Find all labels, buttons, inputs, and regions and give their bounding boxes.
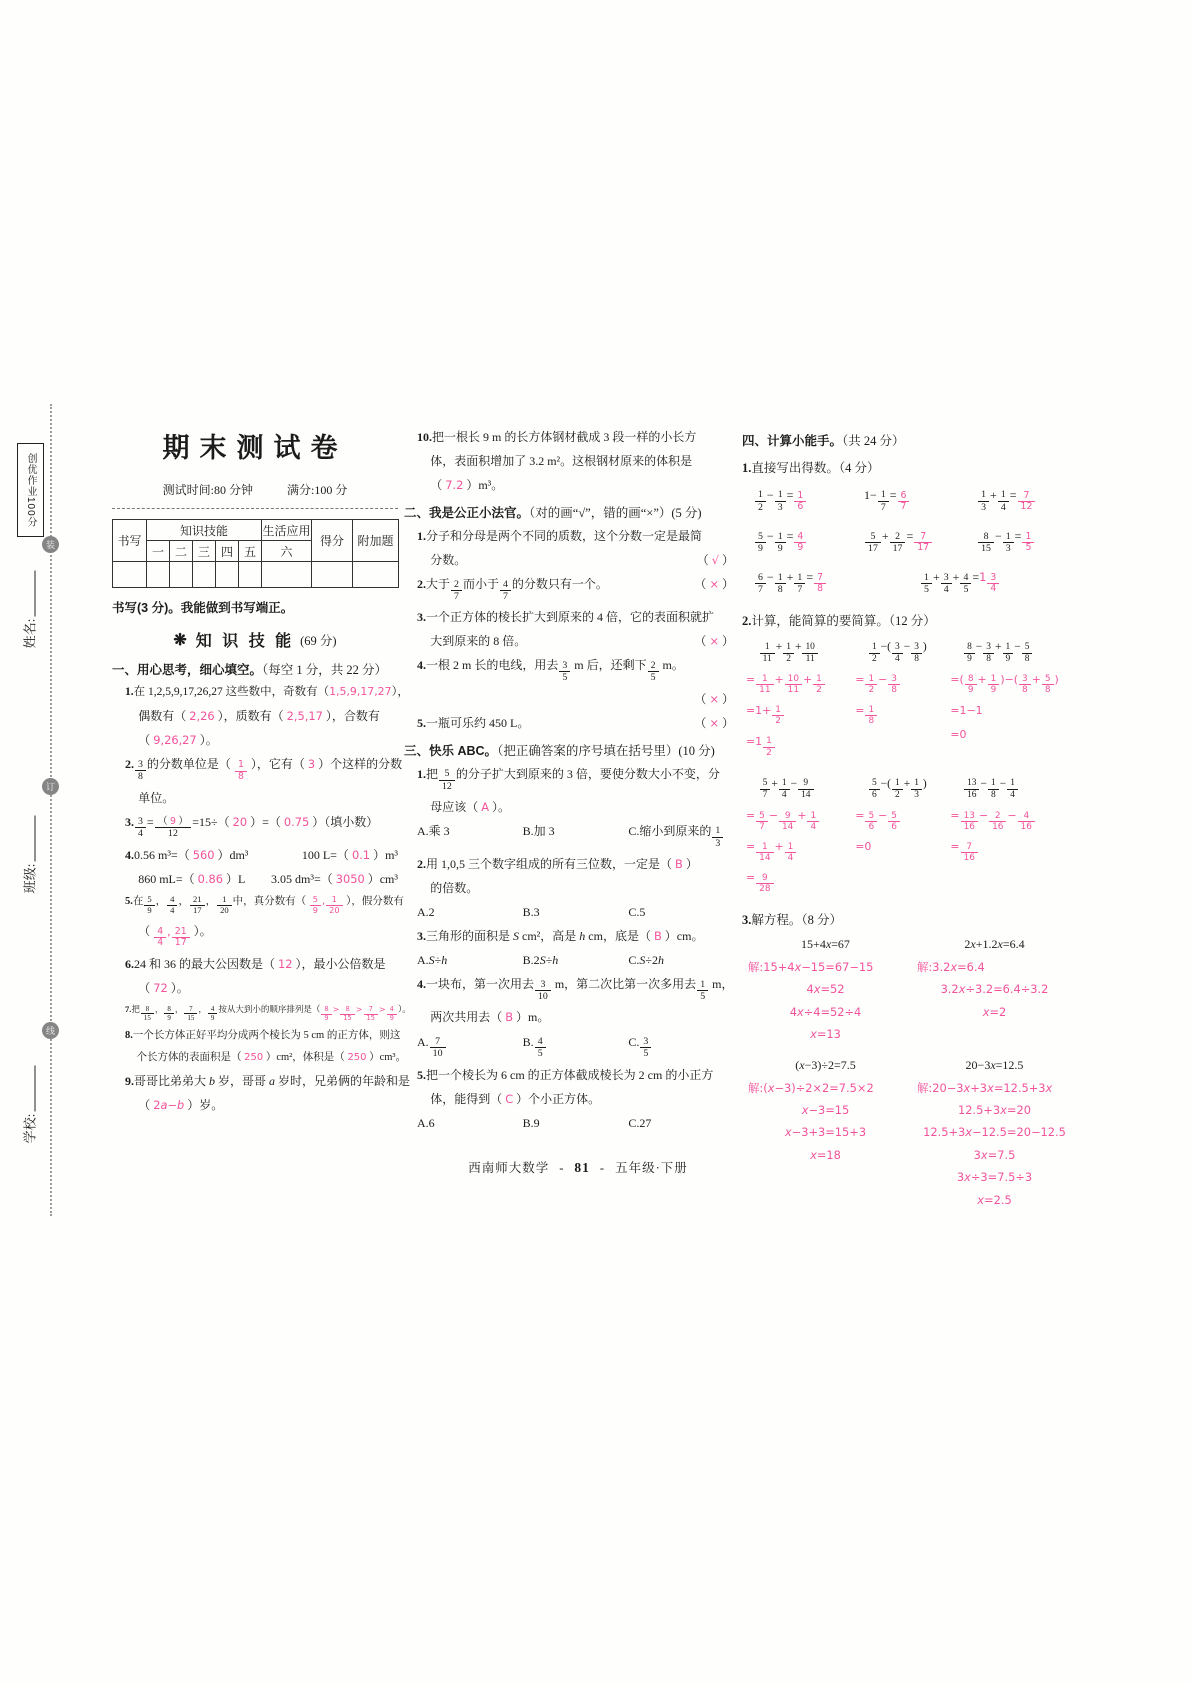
text-line: （ × ） xyxy=(694,691,734,706)
page-number: 81 xyxy=(574,1160,590,1175)
brand-stamp: 创优作业100分 xyxy=(17,443,44,537)
text-line: $\frac{1}{2}$ − $\frac{1}{3}$ = $\frac{1}{6}$ xyxy=(754,486,858,513)
text-line: 的倍数。 xyxy=(430,881,479,896)
school-label: 学校: xyxy=(22,1113,38,1144)
question-7 xyxy=(112,1003,411,1023)
score-col-6: 六 xyxy=(262,541,312,562)
text-line: $\frac{6}{7}$ − $\frac{1}{8}$ + $\frac{1}{7}$ = $\frac{7}{8}$ xyxy=(754,568,858,595)
text-line: = $\frac{9}{28}$ xyxy=(746,870,847,894)
text-line: 12.5+3x−12.5=20−12.5 xyxy=(923,1125,1066,1140)
score-col-2: 二 xyxy=(170,541,193,562)
text-line: 解:(x−3)÷2×2=7.5×2 xyxy=(748,1080,874,1095)
text-line: （ 2a−b ）岁。 xyxy=(138,1098,224,1113)
section-2-heading: 二、我是公正小法官。（对的画“√”，错的画“×”）(5 分) xyxy=(404,506,702,521)
text-line: 7.把 $\frac{8}{15}$ ， $\frac{8}{9}$ ， $\frac{7}{15}$ ， $\frac{4}{9}$ 按从大到小的顺序排列是（ $\frac{8}{9}$ > $\frac{8}{15}$ > $\frac{7}{15}$ > $\frac{4}{9}$ ）。 xyxy=(125,1004,411,1023)
flower-icon: ❋ xyxy=(173,631,190,649)
text-line: 5.在 $\frac{5}{9}$ ， $\frac{4}{4}$ ， $\frac{21}{17}$ ， $\frac{1}{20}$ 中，真分数有（ $\frac{5}{9}$ , $\frac{1}{20}$ ），假分数有 xyxy=(125,894,404,916)
section-4-heading: 四、计算小能手。（共 24 分） xyxy=(742,434,905,448)
text-line: A.乘 3 B.加 3 C.缩小到原来的 $\frac{1}{3}$ xyxy=(417,822,734,849)
question-2 xyxy=(112,755,403,806)
text-line: 体，能得到（ C ）个小正方体。 xyxy=(430,1091,601,1106)
text-line: = $\frac{5}{7}$ − $\frac{9}{14}$ + $\frac{1}{4}$ xyxy=(746,808,847,832)
text-line: 解:3.2x=6.4 xyxy=(917,959,985,974)
text-line: 分数。 （ √ ） xyxy=(430,553,734,568)
text-line: 15+4x=67 xyxy=(801,937,850,952)
text-line: 4x÷4=52÷4 xyxy=(789,1004,862,1019)
page-footer xyxy=(114,1158,1042,1176)
text-line: =1−1 xyxy=(950,703,983,717)
text-line: 4.一根 2 m 长的电线，用去 $\frac{3}{5}$ m 后，还剩下 $\frac{2}{5}$ m。 xyxy=(417,658,684,684)
column-middle xyxy=(404,422,734,1138)
page-title: 期末测试卷 xyxy=(162,433,348,463)
choice-item-1 xyxy=(404,765,734,849)
equation-2 xyxy=(917,931,1072,1048)
text-line: x=13 xyxy=(810,1026,841,1041)
text-line: 2.大于 $\frac{2}{7}$ 而小于 $\frac{4}{7}$ 的分数只有一个。 （ × ） xyxy=(417,577,734,603)
text-line: =1+ $\frac{1}{2}$ xyxy=(746,703,847,727)
text-line: = $\frac{1}{8}$ xyxy=(855,703,942,727)
text-line: =0 xyxy=(950,727,967,741)
text-line: $\frac{5}{6}$ −( $\frac{1}{2}$ + $\frac{1}{3}$ ) xyxy=(855,776,942,801)
judge-item-2 xyxy=(404,575,734,602)
direct-problem-4 xyxy=(754,520,858,561)
binding-mark-zhuang: 装 xyxy=(42,536,59,553)
direct-problem-5 xyxy=(864,520,971,561)
text-line: x−3=15 xyxy=(801,1103,850,1118)
text-line: A. $\frac{7}{10}$ B. $\frac{4}{5}$ C. $\frac{3}{5}$ xyxy=(417,1033,734,1060)
column-right xyxy=(742,422,1072,1214)
judge-item-1 xyxy=(404,527,734,569)
score-col-1: 一 xyxy=(147,541,170,562)
text-line: =0 xyxy=(855,840,872,854)
binding-mark-xian: 线 xyxy=(42,1022,59,1039)
score-table-writing: 书写 xyxy=(113,520,147,562)
text-line: 1.分子和分母是两个不同的质数，这个分数一定是最简 xyxy=(417,529,703,544)
text-line: = $\frac{1}{11}$ + $\frac{10}{11}$ + $\frac{1}{2}$ xyxy=(746,672,847,696)
section-3-heading: 三、快乐 ABC。（把正确答案的序号填在括号里）(10 分) xyxy=(404,743,715,758)
question-8 xyxy=(112,1028,407,1066)
text-line: 两次共用去（ B ）m。 xyxy=(430,1010,550,1025)
score-col-5: 五 xyxy=(239,541,262,562)
text-line: 大到原来的 8 倍。 （ × ） xyxy=(430,634,734,649)
binding-mark-ding: 订 xyxy=(42,778,59,795)
name-label: 姓名: xyxy=(22,618,38,649)
text-line: 体，表面积增加了 3.2 m²。这根钢材原来的体积是 xyxy=(430,454,693,468)
equation-4 xyxy=(917,1052,1072,1214)
text-line: 860 mL=（ 0.86 ）L 3.05 dm³=（ 3050 ）cm³ xyxy=(138,871,398,886)
knowledge-skill-heading xyxy=(112,628,398,651)
text-line: 3x÷3=7.5÷3 xyxy=(956,1170,1033,1185)
simplify-calc-grid xyxy=(742,632,1072,901)
text-line: 9.哥哥比弟弟大 b 岁，哥哥 a 岁时，兄弟俩的年龄和是 xyxy=(125,1074,411,1089)
text-line: （ 72 ）。 xyxy=(138,981,189,996)
question-6 xyxy=(112,955,398,997)
text-line: =( $\frac{8}{9}$ + $\frac{1}{9}$ )−( $\frac{3}{8}$ + $\frac{5}{8}$ ) xyxy=(950,672,1059,696)
equation-1 xyxy=(748,931,903,1048)
text-line: A.S÷h B.2S÷h C.S÷2h xyxy=(417,953,664,968)
text-line: （ $\frac{4}{4}$ , $\frac{21}{17}$ ）。 xyxy=(138,924,212,949)
dashed-divider xyxy=(112,508,398,509)
score-table xyxy=(112,519,399,588)
text-line: 解:15+4x−15=67−15 xyxy=(748,959,874,974)
text-line: 解:20−3x+3x=12.5+3x xyxy=(917,1080,1053,1095)
text-line: 单位。 xyxy=(138,790,175,805)
score-table-application: 生活应用 xyxy=(262,520,312,541)
text-line: x=18 xyxy=(810,1147,841,1162)
score-table-score: 得分 xyxy=(312,520,353,562)
binding-dotted-line xyxy=(50,404,52,1216)
text-line: 2.用 1,0,5 三个数字组成的所有三位数，一定是（ B ） xyxy=(417,857,698,872)
direct-calc-heading: 1.直接写出得数。（4 分） xyxy=(742,461,880,475)
text-line: $\frac{1}{11}$ + $\frac{1}{2}$ + $\frac{10}{11}$ xyxy=(746,639,847,664)
text-line: （ 9,26,27 ）。 xyxy=(138,733,218,748)
score-entry-row xyxy=(113,562,399,588)
direct-problem-1 xyxy=(754,479,858,520)
question-5 xyxy=(112,894,404,949)
text-line: 个长方体的表面积是（ 250 ）cm²，体积是（ 250 ）cm³。 xyxy=(136,1052,407,1064)
question-1 xyxy=(112,684,409,749)
text-line: 4.一块布，第一次用去 $\frac{3}{10}$ m，第二次比第一次多用去 $\frac{1}{5}$ m， xyxy=(417,977,734,1003)
direct-problem-2 xyxy=(864,479,971,520)
column-left xyxy=(112,422,411,1120)
text-line: $\frac{1}{5}$ + $\frac{3}{4}$ + $\frac{4}{5}$ =1 $\frac{3}{4}$ xyxy=(920,568,1072,595)
publisher: 西南师大数学 xyxy=(468,1161,550,1175)
name-write-line xyxy=(23,571,36,617)
text-line: 4x=52 xyxy=(806,982,845,997)
judge-item-5 xyxy=(404,714,734,732)
text-line: 偶数有（ 2,26 ），质数有（ 2,5,17 ），合数有 xyxy=(138,709,380,724)
score-col-4: 四 xyxy=(216,541,239,562)
choice-item-4 xyxy=(404,975,734,1059)
question-4 xyxy=(112,846,398,888)
exam-meta xyxy=(112,481,398,498)
text-line: $\frac{8}{15}$ − $\frac{1}{3}$ = $\frac{1}{5}$ xyxy=(977,527,1072,554)
calc-problem-5 xyxy=(855,769,942,902)
knowledge-skill-title: 知 识 技 能 xyxy=(195,633,295,650)
school-blank xyxy=(20,1045,39,1165)
text-line: 12.5+3x=20 xyxy=(958,1103,1031,1118)
knowledge-skill-score: (69 分) xyxy=(300,633,337,648)
class-write-line xyxy=(23,816,36,862)
score-table-knowledge: 知识技能 xyxy=(147,520,262,541)
text-line: $\frac{5}{7}$ + $\frac{1}{4}$ − $\frac{9}{14}$ xyxy=(746,776,847,801)
text-line: $\frac{1}{2}$ −( $\frac{3}{4}$ − $\frac{3}{8}$ ) xyxy=(855,639,942,664)
text-line: （ 7.2 ）m³。 xyxy=(430,478,504,492)
choice-item-2 xyxy=(404,855,734,921)
text-line: 3.三角形的面积是 S cm²，高是 h cm，底是（ B ）cm。 xyxy=(417,929,704,944)
text-line: x−3+3=15+3 xyxy=(784,1125,867,1140)
text-line: 4.0.56 m³=（ 560 ）dm³ 100 L=（ 0.1 ）m³ xyxy=(125,847,398,862)
footer-dash-right: - xyxy=(599,1161,606,1175)
test-time: 测试时间:80 分钟 xyxy=(162,483,253,497)
choice-item-3 xyxy=(404,927,734,969)
text-line: 5.一瓶可乐约 450 L。 （ × ） xyxy=(417,715,734,730)
text-line: 2. $\frac{3}{8}$ 的分数单位是（ $\frac{1}{8}$ ），它有（ 3 ）个这样的分数 xyxy=(125,757,403,783)
score-table-bonus: 附加题 xyxy=(353,520,399,562)
text-line: x=2.5 xyxy=(977,1192,1012,1207)
text-line: 3. $\frac{3}{4}$ = $\frac{( 9 )}{12}$ =15÷（ 20 ）=（ 0.75 ）（填小数） xyxy=(125,814,379,840)
calc-problem-4 xyxy=(746,769,847,902)
text-line: =1 $\frac{1}{2}$ xyxy=(746,734,847,758)
name-blank xyxy=(20,550,39,670)
edition: 五年级·下册 xyxy=(615,1161,688,1175)
text-line: 3x=7.5 xyxy=(973,1147,1016,1162)
handwriting-note: 书写(3 分)。我能做到书写端正。 xyxy=(112,601,294,615)
question-9 xyxy=(112,1072,411,1114)
text-line: 8.一个长方体正好平均分成两个棱长为 5 cm 的正方体，则这 xyxy=(125,1030,401,1042)
direct-problem-6 xyxy=(977,520,1072,561)
simplify-calc-heading: 2.计算，能简算的要简算。（12 分） xyxy=(742,614,936,629)
direct-problem-7 xyxy=(754,561,858,602)
text-line: $\frac{5}{17}$ + $\frac{2}{17}$ = $\frac{7}{17}$ xyxy=(864,527,971,554)
class-label: 班级: xyxy=(22,863,38,894)
text-line: 3.2x÷3.2=6.4÷3.2 xyxy=(940,982,1049,997)
text-line: A.2 B.3 C.5 xyxy=(417,905,646,920)
footer-dash-left: - xyxy=(559,1161,565,1175)
text-line: = $\frac{1}{2}$ − $\frac{3}{8}$ xyxy=(855,672,942,696)
text-line: 1.把 $\frac{5}{12}$ 的分子扩大到原来的 3 倍，要使分数大小不变，分 xyxy=(417,766,720,792)
school-write-line xyxy=(23,1066,36,1112)
text-line: 3.一个正方体的棱长扩大到原来的 4 倍，它的表面积就扩 xyxy=(417,610,715,625)
text-line: 母应该（ A ）。 xyxy=(430,799,511,814)
text-line: (x−3)÷2=7.5 xyxy=(795,1058,856,1073)
text-line: x=2 xyxy=(982,1004,1007,1019)
text-line: $\frac{1}{3}$ + $\frac{1}{4}$ = $\frac{7}{12}$ xyxy=(977,486,1072,513)
score-col-3: 三 xyxy=(193,541,216,562)
text-line: 20−3x=12.5 xyxy=(965,1058,1024,1073)
judge-item-3 xyxy=(404,608,734,650)
question-10 xyxy=(404,428,734,494)
equation-3 xyxy=(748,1052,903,1214)
direct-answers-grid xyxy=(742,479,1072,602)
text-line: $\frac{5}{9}$ − $\frac{1}{9}$ = $\frac{4}{9}$ xyxy=(754,527,858,554)
text-line: 1.在 1,2,5,9,17,26,27 这些数中，奇数有（1,5,9,17,27）， xyxy=(125,685,409,698)
choice-item-5 xyxy=(404,1066,734,1132)
direct-problem-8 xyxy=(864,561,1072,602)
text-line: = $\frac{1}{14}$ + $\frac{1}{4}$ xyxy=(746,839,847,863)
text-line: $\frac{8}{9}$ − $\frac{3}{8}$ + $\frac{1}{9}$ − $\frac{5}{8}$ xyxy=(950,639,1072,664)
calc-problem-3 xyxy=(950,632,1072,765)
text-line: 1− $\frac{1}{7}$ = $\frac{6}{7}$ xyxy=(864,486,971,513)
class-blank xyxy=(20,795,39,915)
full-score: 满分:100 分 xyxy=(287,483,348,497)
text-line: A.6 B.9 C.27 xyxy=(417,1115,652,1130)
text-line: = $\frac{13}{16}$ − $\frac{2}{16}$ − $\frac{4}{16}$ xyxy=(950,808,1072,832)
text-line: 2x+1.2x=6.4 xyxy=(964,937,1025,952)
judge-item-4 xyxy=(404,656,734,707)
calc-problem-6 xyxy=(950,769,1072,902)
text-line: = $\frac{7}{16}$ xyxy=(950,839,1072,863)
section-1-heading: 一、用心思考，细心填空。（每空 1 分，共 22 分） xyxy=(112,663,388,677)
direct-problem-3 xyxy=(977,479,1072,520)
text-line: 10.把一根长 9 m 的长方体钢材截成 3 段一样的小长方 xyxy=(417,430,697,444)
text-line: 6.24 和 36 的最大公因数是（ 12 ），最小公倍数是 xyxy=(125,957,386,972)
text-line: = $\frac{5}{6}$ − $\frac{5}{6}$ xyxy=(855,808,942,832)
calc-problem-2 xyxy=(855,632,942,765)
equations-heading: 3.解方程。（8 分） xyxy=(742,913,843,928)
text-line: $\frac{13}{16}$ − $\frac{1}{8}$ − $\frac{1}{4}$ xyxy=(950,776,1072,801)
question-3 xyxy=(112,813,398,840)
calc-problem-1 xyxy=(746,632,847,765)
text-line: 5.把一个棱长为 6 cm 的正方体截成棱长为 2 cm 的小正方 xyxy=(417,1067,714,1082)
